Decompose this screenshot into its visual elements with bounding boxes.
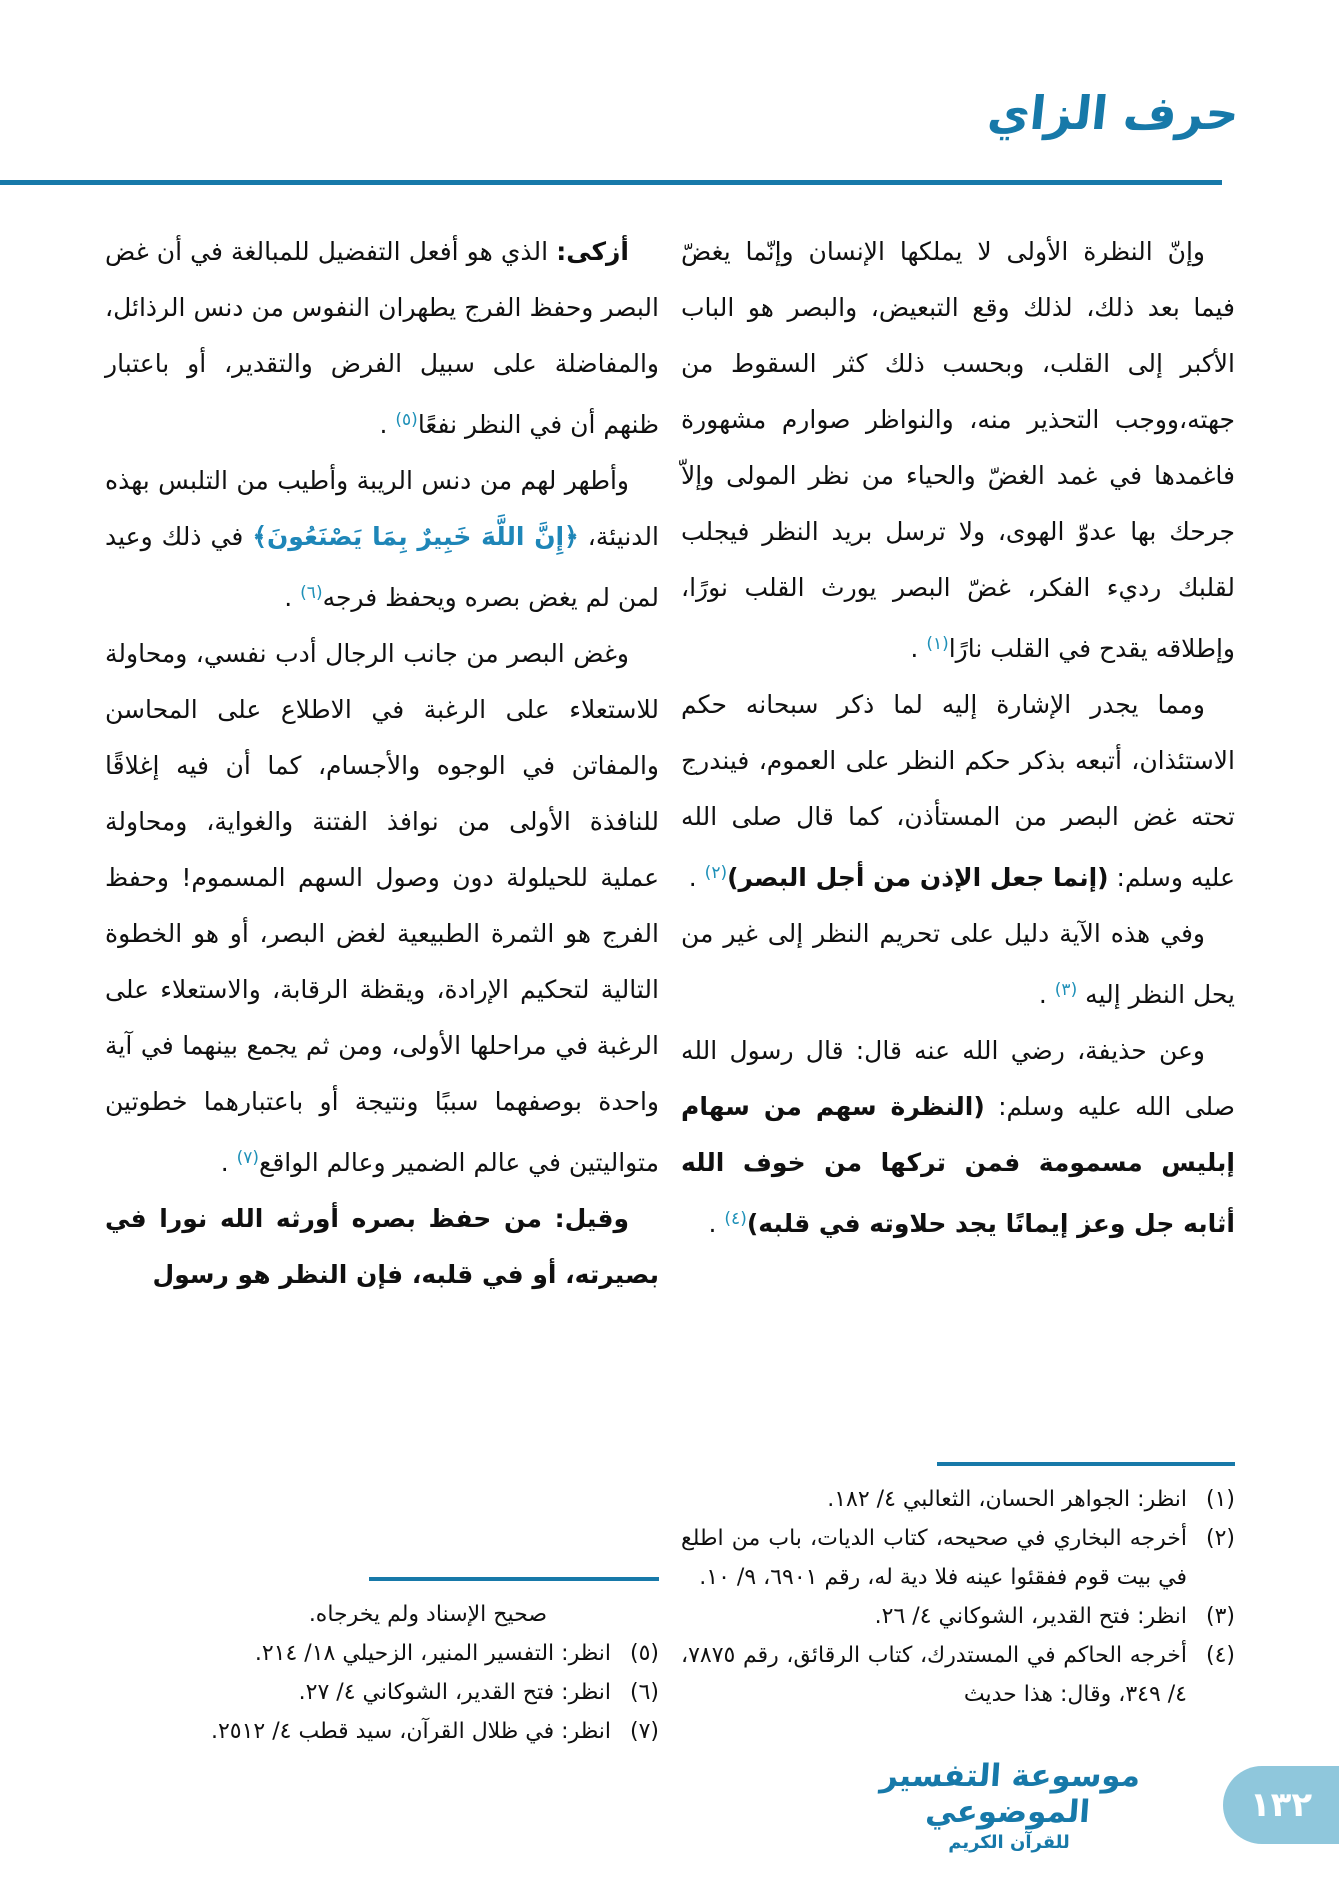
footnotes-right [681, 1480, 1235, 1714]
column-left-paragraphs [105, 224, 659, 1559]
body-text: . [379, 410, 396, 439]
footnote-ref: (٦) [300, 583, 323, 603]
body-text: وأطهر لهم من دنس الريبة وأطيب من التلبس بهذه الدنيئة، [105, 466, 659, 551]
footnote-item [105, 1634, 659, 1673]
footnote-ref: (٥) [395, 410, 418, 430]
logo-subtitle: للقرآن الكريم [948, 1832, 1070, 1853]
footnote-ref: (٧) [236, 1148, 260, 1168]
header-rule [0, 180, 1222, 185]
footnote-text: انظر: الجواهر الحسان، الثعالبي ٤/ ١٨٢. [827, 1487, 1187, 1512]
footnote-item [105, 1673, 659, 1712]
page-number-badge [1223, 1766, 1339, 1844]
quran-verse: ﴿إِنَّ اللَّهَ خَبِيرٌ بِمَا يَصْنَعُونَ﴾ [252, 522, 579, 551]
body-text: وعن حذيفة، رضي الله عنه قال: قال رسول الله صلى الله عليه وسلم: [681, 1036, 1235, 1121]
publisher-logo [859, 1758, 1159, 1853]
footnote-number: (٣) [1205, 1604, 1235, 1629]
paragraph [105, 1191, 659, 1303]
emphasis-text: أزكى: [556, 237, 629, 266]
page-number: ١٣٢ [1249, 1785, 1313, 1825]
footnote-number: (٧) [629, 1719, 659, 1744]
body-text: وغض البصر من جانب الرجال أدب نفسي، ومحاولة للاستعلاء على الرغبة في الاطلاع على المحاسن والمفاتن في الوجوه والأجسام، كما أن فيه إغلاقًا للنافذة الأولى من نوافذ الفتنة والغواية، ومحاولة عملية للحيلولة دون وصول السهم المسموم! وحفظ الفرج هو الثمرة الطبيعية لغض البصر، أو هو الخطوة التالية لتحكيم الإرادة، ويقظة الرقابة، والاستعلاء على الرغبة في مراحلها الأولى، ومن ثم يجمع بينهما في آية واحدة بوصفهما سببًا ونتيجة أو باعتبارهما خطوتين متواليتين في عالم الضمير وعالم الواقع [105, 639, 659, 1177]
body-text: . [688, 863, 705, 892]
footnote-item [681, 1597, 1235, 1636]
footnote-ref: (١) [926, 634, 949, 654]
footnote-item [105, 1595, 659, 1634]
footnote-separator-left [369, 1577, 659, 1581]
text-columns [104, 224, 1235, 1751]
footnote-text: انظر: فتح القدير، الشوكاني ٤/ ٢٧. [298, 1680, 611, 1705]
footnotes-left [105, 1595, 659, 1751]
logo-title: موسوعة التفسير الموضوعي [878, 1758, 1142, 1830]
footnote-text: انظر: في ظلال القرآن، سيد قطب ٤/ ٢٥١٢. [210, 1719, 611, 1744]
body-text: . [910, 634, 927, 663]
column-left [105, 224, 659, 1751]
paragraph [105, 224, 659, 453]
footnote-separator-right [937, 1462, 1235, 1466]
emphasis-text: (إنما جعل الإذن من أجل البصر) [727, 863, 1109, 892]
body-text: . [708, 1209, 725, 1238]
footnote-item [681, 1480, 1235, 1519]
paragraph [681, 906, 1235, 1023]
emphasis-text: وقيل: من حفظ بصره أورثه الله نورا في بصيرته، أو في قلبه، فإن النظر هو رسول [105, 1204, 659, 1289]
body-text: الذي هو أفعل التفضيل للمبالغة في أن غض البصر وحفظ الفرج يطهران النفوس من دنس الرذائل، والمفاضلة على سبيل الفرض والتقدير، أو باعتبار ظنهم أن في النظر نفعًا [105, 237, 659, 439]
body-text: وإنّ النظرة الأولى لا يملكها الإنسان وإنّما يغضّ فيما بعد ذلك، لذلك وقع التبعيض، والبصر هو الباب الأكبر إلى القلب، وبحسب ذلك كثر السقوط من جهته،ووجب التحذير منه، والنواظر صوارم مشهورة فاغمدها في غمد الغضّ والحياء من نظر المولى وإلاّ جرحك بها عدوّ الهوى، ولا ترسل بريد النظر فيجلب لقلبك رديء الفكر، غضّ البصر يورث القلب نورًا، وإطلاقه يقدح في القلب نارًا [681, 237, 1235, 663]
footnote-item [681, 1636, 1235, 1714]
paragraph [105, 453, 659, 626]
body-text: . [1038, 980, 1055, 1009]
body-text: في ذلك وعيد لمن لم يغض بصره ويحفظ فرجه [105, 522, 659, 612]
column-right-paragraphs [681, 224, 1235, 1444]
paragraph [681, 1023, 1235, 1252]
emphasis-text: (النظرة سهم من سهام إبليس مسمومة فمن تركها من خوف الله أثابه جل وعز إيمانًا يجد حلاوته في قلبه) [681, 1092, 1235, 1238]
column-right [681, 224, 1235, 1714]
footnote-number: (١) [1205, 1487, 1235, 1512]
body-text: . [220, 1148, 237, 1177]
footnote-item [105, 1712, 659, 1751]
footnote-item [681, 1519, 1235, 1597]
footnote-number: (٥) [629, 1641, 659, 1666]
footnote-ref: (٤) [724, 1209, 747, 1229]
paragraph [681, 224, 1235, 677]
body-text: . [284, 583, 301, 612]
footnote-number: (٦) [629, 1680, 659, 1705]
footnote-text: صحيح الإسناد ولم يخرجاه. [308, 1602, 547, 1627]
footnote-number: (٢) [1205, 1526, 1235, 1551]
paragraph [105, 626, 659, 1191]
paragraph [681, 677, 1235, 906]
chapter-title: حرف الزاي [985, 86, 1242, 140]
footnote-text: انظر: فتح القدير، الشوكاني ٤/ ٢٦. [874, 1604, 1187, 1629]
body-text: ومما يجدر الإشارة إليه لما ذكر سبحانه حكم الاستئذان، أتبعه بذكر حكم النظر على العموم، فيندرج تحته غض البصر من المستأذن، كما قال صلى الله عليه وسلم: [681, 690, 1235, 892]
footnote-text: أخرجه الحاكم في المستدرك، كتاب الرقائق، رقم ٧٨٧٥، ٤/ ٣٤٩، وقال: هذا حديث [681, 1643, 1187, 1707]
footnote-ref: (٢) [704, 863, 728, 883]
body-text: وفي هذه الآية دليل على تحريم النظر إلى غير من يحل النظر إليه [681, 919, 1235, 1009]
footnote-number: (٤) [1205, 1643, 1235, 1668]
footnote-ref: (٣) [1054, 980, 1078, 1000]
footnote-text: أخرجه البخاري في صحيحه، كتاب الديات، باب من اطلع في بيت قوم ففقئوا عينه فلا دية له، رقم ٦٩٠١، ٩/ ١٠. [681, 1526, 1187, 1590]
footnote-text: انظر: التفسير المنير، الزحيلي ١٨/ ٢١٤. [254, 1641, 611, 1666]
